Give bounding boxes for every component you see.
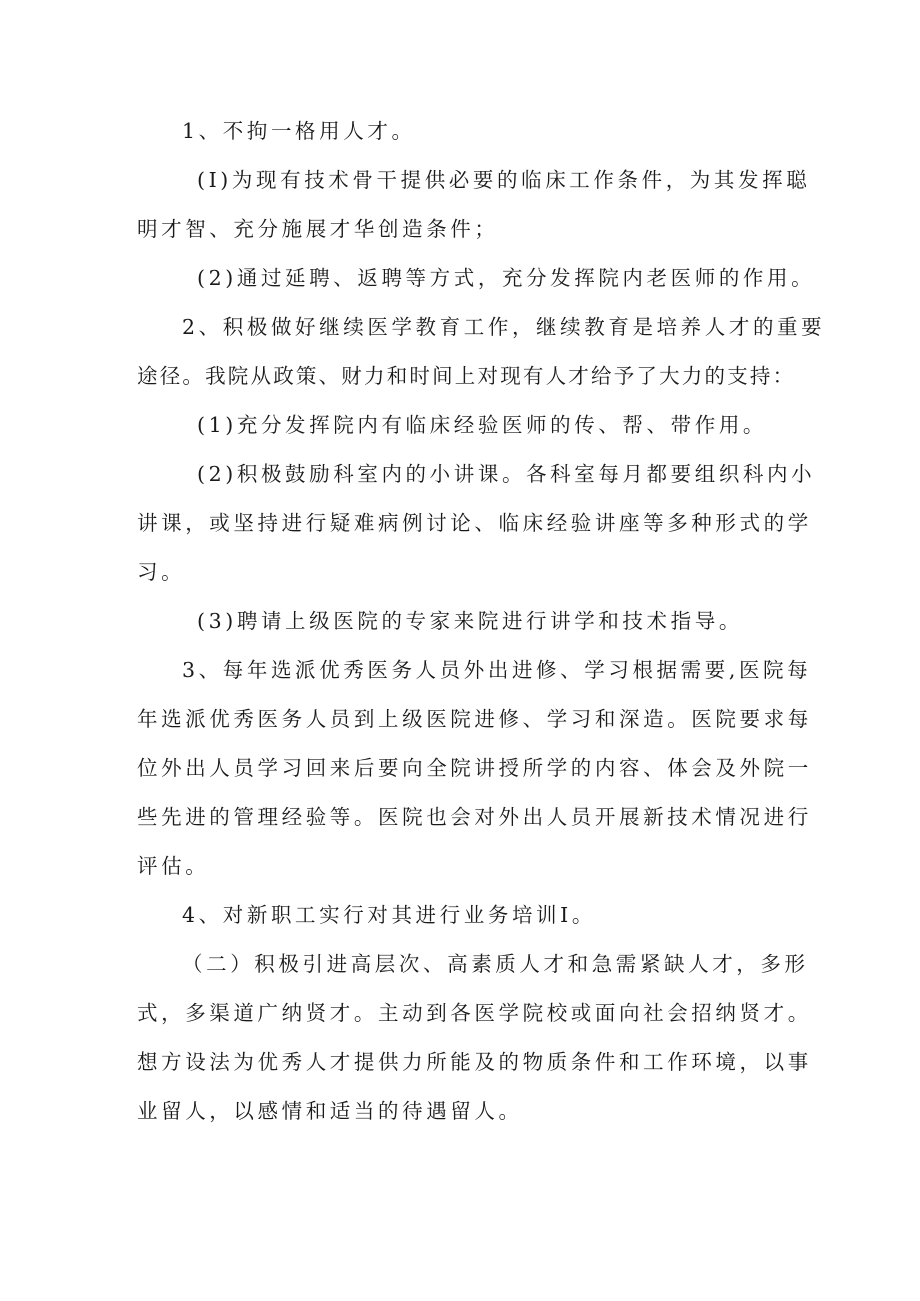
paragraph-line: 讲课，或坚持进行疑难病例讨论、临床经验讲座等多种形式的学: [137, 511, 812, 535]
paragraph-line: 位外出人员学习回来后要向全院讲授所学的内容、体会及外院一: [137, 756, 812, 780]
heading-item-2: 2、积极做好继续医学教育工作，继续教育是培养人才的重要: [182, 315, 826, 339]
paragraph-line: 业留人，以感情和适当的待遇留人。: [137, 1099, 523, 1123]
heading-item-1: 1、不拘一格用人才。: [182, 119, 416, 143]
paragraph-line: 评估。: [137, 854, 210, 878]
paragraph-line: (2)通过延聘、返聘等方式，充分发挥院内老医师的作用。: [197, 266, 816, 290]
heading-item-4: 4、对新职工实行对其进行业务培训I。: [182, 903, 596, 927]
paragraph-line: 式，多渠道广纳贤才。主动到各医学院校或面向社会招纳贤才。: [137, 1001, 812, 1025]
paragraph-line: 习。: [137, 560, 186, 584]
paragraph-line: (1)充分发挥院内有临床经验医师的传、帮、带作用。: [197, 413, 768, 437]
paragraph-line: 途径。我院从政策、财力和时间上对现有人才给予了大力的支持：: [137, 364, 796, 388]
paragraph-line: (3)聘请上级医院的专家来院进行讲学和技术指导。: [197, 609, 743, 633]
paragraph-line: (2)积极鼓励科室内的小讲课。各科室每月都要组织科内小: [197, 462, 816, 486]
paragraph-line: 些先进的管理经验等。医院也会对外出人员开展新技术情况进行: [137, 805, 812, 829]
paragraph-line: (I)为现有技术骨干提供必要的临床工作条件，为其发挥聪: [197, 168, 811, 192]
paragraph-line: 明才智、充分施展才华创造条件；: [137, 217, 499, 241]
section-heading: （二）积极引进高层次、高素质人才和急需紧缺人才，多形: [182, 952, 809, 976]
paragraph-line: 想方设法为优秀人才提供力所能及的物质条件和工作环境，以事: [137, 1050, 812, 1074]
paragraph-line: 年选派优秀医务人员到上级医院进修、学习和深造。医院要求每: [137, 707, 812, 731]
heading-item-3: 3、每年选派优秀医务人员外出进修、学习根据需要,医院每: [182, 658, 812, 682]
